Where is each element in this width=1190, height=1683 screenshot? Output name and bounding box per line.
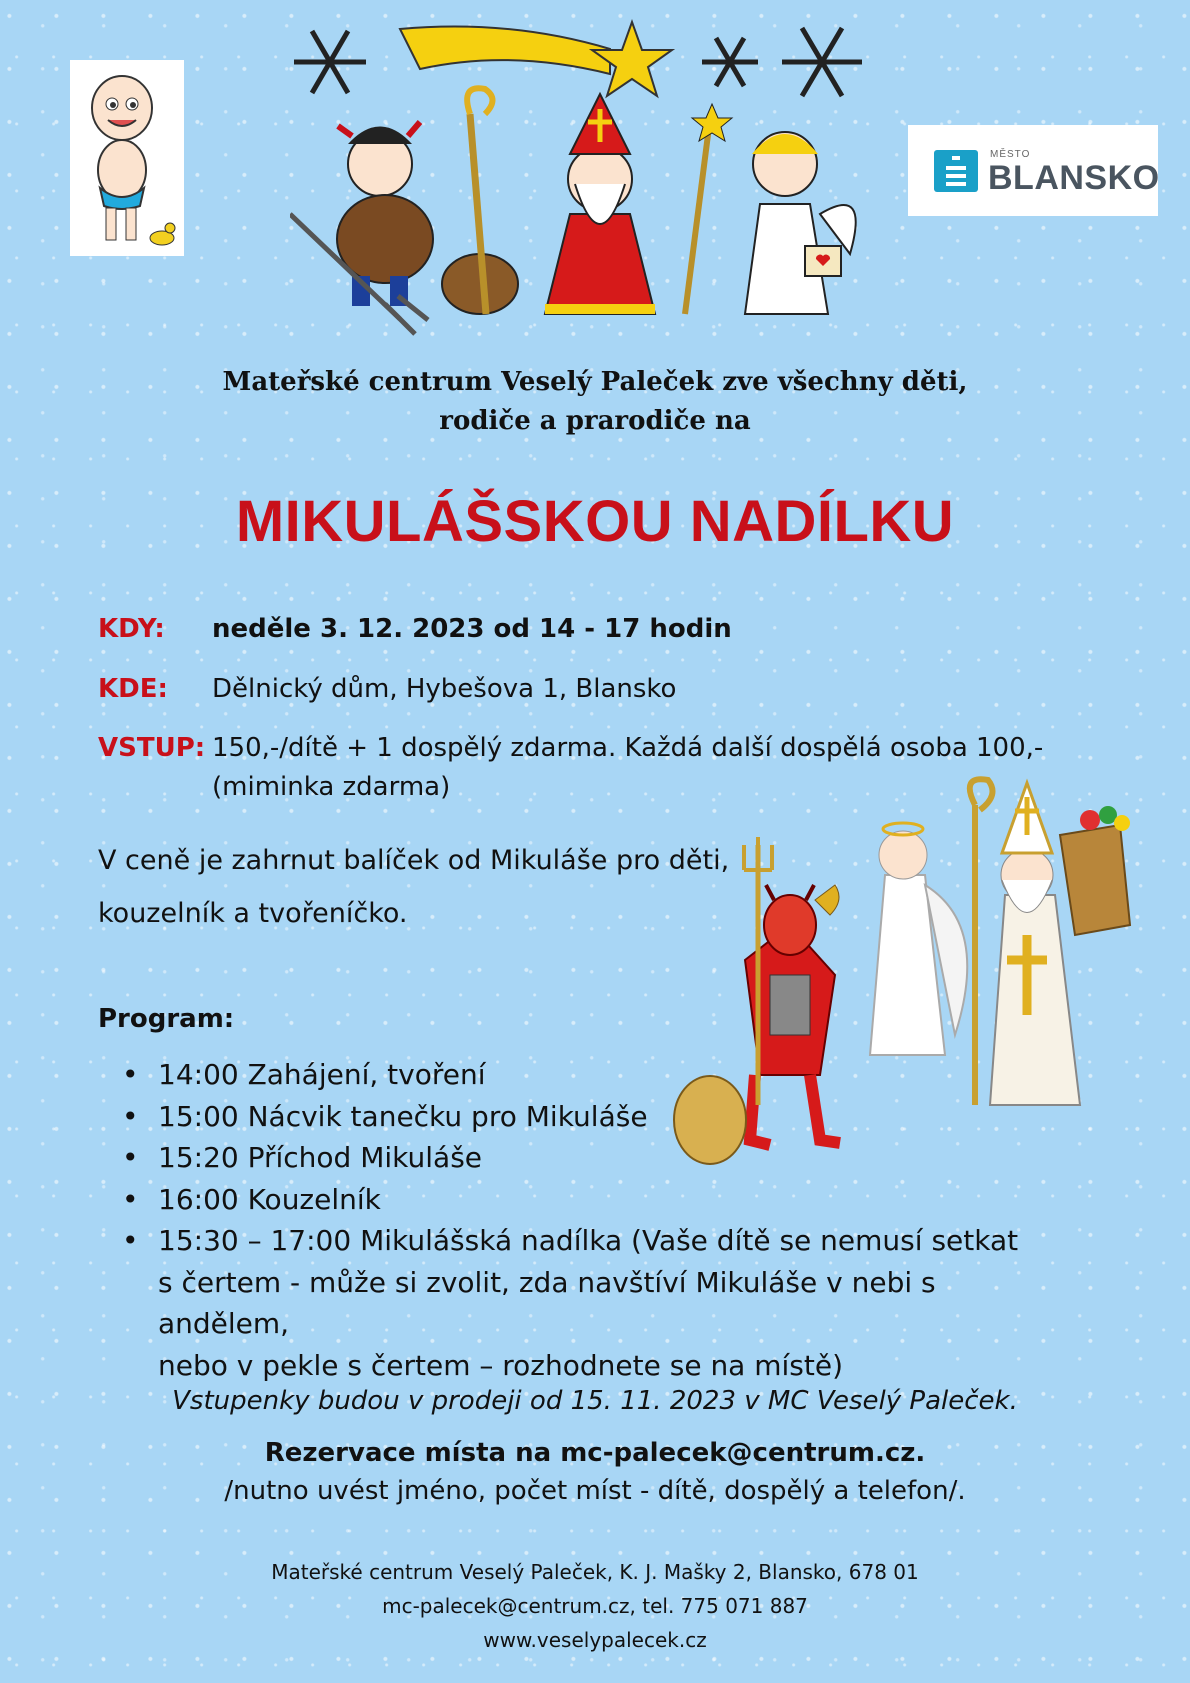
program-item-text: 15:30 – 17:00 Mikulášská nadílka (Vaše dítě se nemusí setkat	[158, 1224, 1019, 1257]
footer-web: www.veselypalecek.cz	[483, 1628, 707, 1652]
entry-value-line-2: (miminka zdarma)	[212, 772, 451, 802]
baby-illustration	[70, 60, 184, 256]
program-item-text: 16:00 Kouzelník	[158, 1182, 381, 1216]
included-line-2: kouzelník a tvořeníčko.	[98, 898, 408, 929]
intro-line-1: Mateřské centrum Veselý Paleček zve všechny děti,	[222, 367, 968, 397]
program-item-continuation: nebo v pekle s čertem – rozhodnete se na místě)	[158, 1348, 844, 1382]
footer-address: Mateřské centrum Veselý Paleček, K. J. Mašky 2, Blansko, 678 01	[271, 1560, 919, 1584]
entry-value-line-1: 150,-/dítě + 1 dospělý zdarma. Každá další dospělá osoba 100,-	[212, 733, 1044, 763]
where-label: KDE:	[98, 674, 168, 704]
program-list	[98, 1054, 1058, 1386]
reservation-line: Rezervace místa na mc-palecek@centrum.cz.	[264, 1438, 926, 1468]
bullet: •	[122, 1099, 139, 1133]
baby-logo	[70, 60, 184, 256]
when-value: neděle 3. 12. 2023 od 14 - 17 hodin	[212, 614, 732, 644]
program-item-continuation: s čertem - může si zvolit, zda navštíví Mikuláše v nebi s andělem,	[158, 1265, 936, 1340]
bullet: •	[122, 1058, 139, 1091]
city-logo-icon	[934, 150, 978, 192]
bullet: •	[122, 1224, 139, 1257]
program-item	[98, 1220, 1058, 1386]
intro-line-2: rodiče a prarodiče na	[439, 406, 751, 436]
program-item	[98, 1096, 1058, 1138]
program-item-text: 14:00 Zahájení, tvoření	[158, 1058, 486, 1091]
tickets-note: Vstupenky budou v prodeji od 15. 11. 2023 v MC Veselý Paleček.	[172, 1386, 1018, 1416]
angel-figure	[685, 104, 856, 314]
city-logo	[908, 125, 1158, 216]
shooting-star-icon	[400, 22, 672, 96]
bullet: •	[122, 1141, 139, 1174]
program-item-text: 15:20 Příchod Mikuláše	[158, 1141, 483, 1174]
event-title: MIKULÁŠSKOU NADÍLKU	[235, 489, 955, 554]
angel-figure	[870, 823, 967, 1055]
program-item	[98, 1179, 1058, 1221]
bullet: •	[122, 1182, 139, 1216]
city-logo-small-text: MĚSTO	[990, 149, 1031, 160]
city-logo-name: BLANSKO	[988, 159, 1160, 197]
when-label: KDY:	[98, 614, 165, 644]
reservation-note: /nutno uvést jméno, počet míst - dítě, dospělý a telefon/.	[224, 1476, 966, 1506]
included-line-1: V ceně je zahrnut balíček od Mikuláše pro děti,	[98, 845, 730, 876]
program-item	[98, 1137, 1058, 1179]
program-title: Program:	[98, 1004, 235, 1034]
program-item	[98, 1054, 1058, 1096]
footer-contact: mc-palecek@centrum.cz, tel. 775 071 887	[382, 1594, 808, 1618]
where-value: Dělnický dům, Hybešova 1, Blansko	[212, 674, 677, 704]
entry-label: VSTUP:	[98, 733, 206, 763]
top-illustration	[290, 14, 880, 354]
program-item-text: 15:00 Nácvik tanečku pro Mikuláše	[158, 1099, 648, 1133]
